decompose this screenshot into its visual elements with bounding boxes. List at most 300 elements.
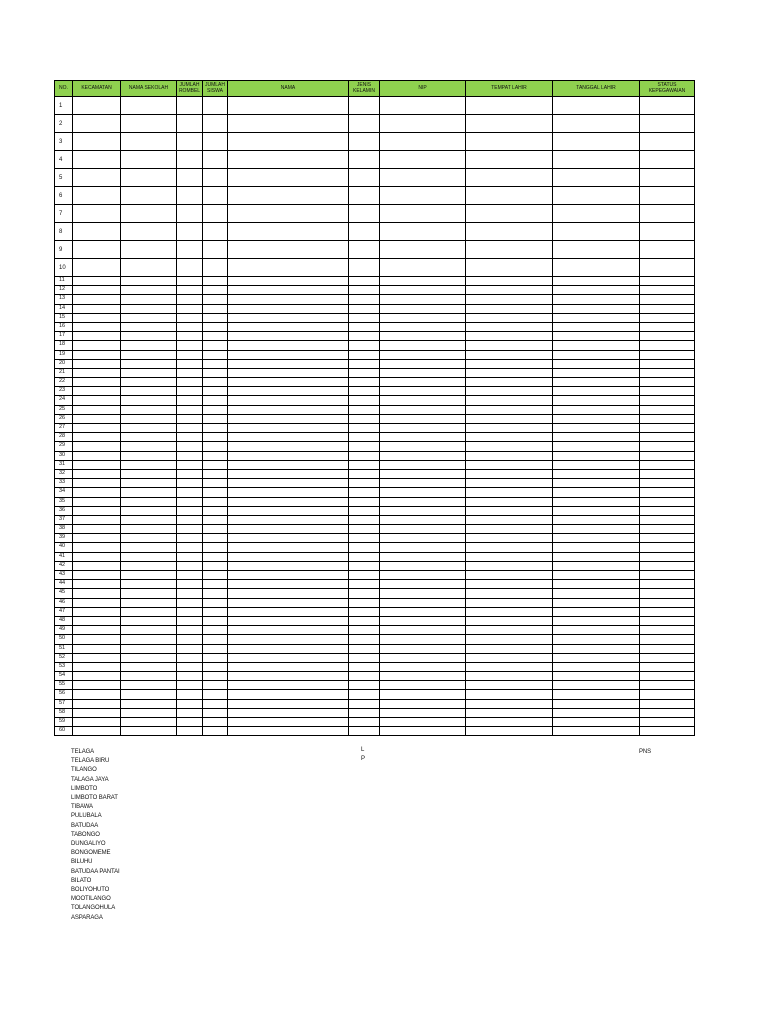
cell-status-kepegawaian[interactable]: [640, 515, 695, 524]
cell-jenis-kelamin[interactable]: [349, 662, 380, 671]
cell-jenis-kelamin[interactable]: [349, 552, 380, 561]
cell-status-kepegawaian[interactable]: [640, 368, 695, 377]
cell-jumlah-rombel[interactable]: [177, 460, 203, 469]
cell-status-kepegawaian[interactable]: [640, 442, 695, 451]
cell-nip[interactable]: [380, 350, 466, 359]
cell-nama-sekolah[interactable]: [121, 396, 177, 405]
cell-jumlah-rombel[interactable]: [177, 571, 203, 580]
cell-tempat-lahir[interactable]: [466, 313, 553, 322]
cell-tempat-lahir[interactable]: [466, 341, 553, 350]
cell-kecamatan[interactable]: [73, 295, 121, 304]
cell-jumlah-siswa[interactable]: [203, 332, 228, 341]
cell-nama[interactable]: [228, 543, 349, 552]
cell-nama-sekolah[interactable]: [121, 277, 177, 286]
cell-jumlah-siswa[interactable]: [203, 304, 228, 313]
cell-jenis-kelamin[interactable]: [349, 396, 380, 405]
cell-jenis-kelamin[interactable]: [349, 341, 380, 350]
cell-nama-sekolah[interactable]: [121, 115, 177, 133]
cell-jumlah-siswa[interactable]: [203, 534, 228, 543]
cell-nama-sekolah[interactable]: [121, 424, 177, 433]
cell-kecamatan[interactable]: [73, 187, 121, 205]
cell-kecamatan[interactable]: [73, 598, 121, 607]
cell-status-kepegawaian[interactable]: [640, 241, 695, 259]
cell-tanggal-lahir[interactable]: [553, 644, 640, 653]
cell-jenis-kelamin[interactable]: [349, 607, 380, 616]
cell-jumlah-siswa[interactable]: [203, 681, 228, 690]
cell-tanggal-lahir[interactable]: [553, 727, 640, 736]
cell-kecamatan[interactable]: [73, 460, 121, 469]
cell-tempat-lahir[interactable]: [466, 727, 553, 736]
cell-jumlah-siswa[interactable]: [203, 187, 228, 205]
cell-tempat-lahir[interactable]: [466, 589, 553, 598]
cell-nip[interactable]: [380, 359, 466, 368]
cell-tanggal-lahir[interactable]: [553, 690, 640, 699]
cell-tanggal-lahir[interactable]: [553, 414, 640, 423]
cell-nama-sekolah[interactable]: [121, 727, 177, 736]
cell-jumlah-siswa[interactable]: [203, 644, 228, 653]
cell-status-kepegawaian[interactable]: [640, 598, 695, 607]
cell-nama-sekolah[interactable]: [121, 460, 177, 469]
cell-nama-sekolah[interactable]: [121, 672, 177, 681]
cell-jumlah-rombel[interactable]: [177, 497, 203, 506]
cell-jumlah-siswa[interactable]: [203, 368, 228, 377]
cell-kecamatan[interactable]: [73, 653, 121, 662]
cell-jenis-kelamin[interactable]: [349, 277, 380, 286]
cell-nip[interactable]: [380, 708, 466, 717]
cell-jenis-kelamin[interactable]: [349, 295, 380, 304]
cell-tempat-lahir[interactable]: [466, 699, 553, 708]
cell-jenis-kelamin[interactable]: [349, 442, 380, 451]
cell-nama-sekolah[interactable]: [121, 433, 177, 442]
cell-jumlah-rombel[interactable]: [177, 580, 203, 589]
cell-status-kepegawaian[interactable]: [640, 561, 695, 570]
cell-kecamatan[interactable]: [73, 223, 121, 241]
cell-status-kepegawaian[interactable]: [640, 552, 695, 561]
cell-jumlah-siswa[interactable]: [203, 341, 228, 350]
cell-status-kepegawaian[interactable]: [640, 607, 695, 616]
cell-jenis-kelamin[interactable]: [349, 187, 380, 205]
cell-nip[interactable]: [380, 414, 466, 423]
cell-nama-sekolah[interactable]: [121, 322, 177, 331]
cell-nama-sekolah[interactable]: [121, 708, 177, 717]
cell-tempat-lahir[interactable]: [466, 497, 553, 506]
cell-nama-sekolah[interactable]: [121, 205, 177, 223]
cell-kecamatan[interactable]: [73, 488, 121, 497]
cell-jenis-kelamin[interactable]: [349, 727, 380, 736]
cell-nama-sekolah[interactable]: [121, 469, 177, 478]
cell-tempat-lahir[interactable]: [466, 169, 553, 187]
cell-tanggal-lahir[interactable]: [553, 424, 640, 433]
cell-jumlah-rombel[interactable]: [177, 169, 203, 187]
cell-nama-sekolah[interactable]: [121, 607, 177, 616]
cell-kecamatan[interactable]: [73, 424, 121, 433]
cell-tempat-lahir[interactable]: [466, 151, 553, 169]
cell-nama-sekolah[interactable]: [121, 598, 177, 607]
cell-nama[interactable]: [228, 561, 349, 570]
cell-jumlah-rombel[interactable]: [177, 433, 203, 442]
cell-kecamatan[interactable]: [73, 543, 121, 552]
cell-nama-sekolah[interactable]: [121, 653, 177, 662]
cell-tempat-lahir[interactable]: [466, 598, 553, 607]
cell-jenis-kelamin[interactable]: [349, 387, 380, 396]
cell-nama[interactable]: [228, 322, 349, 331]
cell-jumlah-siswa[interactable]: [203, 580, 228, 589]
cell-status-kepegawaian[interactable]: [640, 690, 695, 699]
cell-tanggal-lahir[interactable]: [553, 699, 640, 708]
cell-jumlah-rombel[interactable]: [177, 451, 203, 460]
cell-status-kepegawaian[interactable]: [640, 350, 695, 359]
cell-nama[interactable]: [228, 626, 349, 635]
cell-status-kepegawaian[interactable]: [640, 223, 695, 241]
cell-jumlah-siswa[interactable]: [203, 286, 228, 295]
cell-tempat-lahir[interactable]: [466, 681, 553, 690]
cell-jenis-kelamin[interactable]: [349, 151, 380, 169]
cell-tempat-lahir[interactable]: [466, 635, 553, 644]
cell-kecamatan[interactable]: [73, 699, 121, 708]
cell-nama-sekolah[interactable]: [121, 699, 177, 708]
cell-status-kepegawaian[interactable]: [640, 543, 695, 552]
cell-jumlah-rombel[interactable]: [177, 561, 203, 570]
cell-status-kepegawaian[interactable]: [640, 322, 695, 331]
cell-tempat-lahir[interactable]: [466, 133, 553, 151]
cell-jumlah-siswa[interactable]: [203, 653, 228, 662]
cell-jenis-kelamin[interactable]: [349, 653, 380, 662]
cell-tempat-lahir[interactable]: [466, 515, 553, 524]
cell-nip[interactable]: [380, 479, 466, 488]
cell-jumlah-rombel[interactable]: [177, 607, 203, 616]
cell-status-kepegawaian[interactable]: [640, 672, 695, 681]
cell-status-kepegawaian[interactable]: [640, 497, 695, 506]
cell-nip[interactable]: [380, 378, 466, 387]
cell-tempat-lahir[interactable]: [466, 396, 553, 405]
cell-nama-sekolah[interactable]: [121, 497, 177, 506]
cell-jumlah-rombel[interactable]: [177, 424, 203, 433]
cell-nip[interactable]: [380, 115, 466, 133]
cell-kecamatan[interactable]: [73, 368, 121, 377]
cell-tanggal-lahir[interactable]: [553, 368, 640, 377]
cell-status-kepegawaian[interactable]: [640, 277, 695, 286]
cell-tempat-lahir[interactable]: [466, 378, 553, 387]
cell-jumlah-siswa[interactable]: [203, 515, 228, 524]
cell-jumlah-rombel[interactable]: [177, 205, 203, 223]
cell-jumlah-siswa[interactable]: [203, 451, 228, 460]
cell-jumlah-siswa[interactable]: [203, 277, 228, 286]
cell-nama-sekolah[interactable]: [121, 662, 177, 671]
cell-jenis-kelamin[interactable]: [349, 259, 380, 277]
cell-nama-sekolah[interactable]: [121, 295, 177, 304]
cell-tanggal-lahir[interactable]: [553, 286, 640, 295]
cell-jumlah-rombel[interactable]: [177, 322, 203, 331]
cell-nama[interactable]: [228, 708, 349, 717]
cell-nama[interactable]: [228, 534, 349, 543]
cell-nama[interactable]: [228, 341, 349, 350]
cell-nama[interactable]: [228, 405, 349, 414]
cell-jumlah-siswa[interactable]: [203, 241, 228, 259]
cell-jumlah-siswa[interactable]: [203, 479, 228, 488]
cell-jenis-kelamin[interactable]: [349, 378, 380, 387]
cell-jumlah-rombel[interactable]: [177, 598, 203, 607]
cell-jumlah-siswa[interactable]: [203, 525, 228, 534]
cell-jenis-kelamin[interactable]: [349, 616, 380, 625]
cell-nip[interactable]: [380, 644, 466, 653]
cell-jumlah-siswa[interactable]: [203, 205, 228, 223]
cell-nip[interactable]: [380, 433, 466, 442]
cell-tempat-lahir[interactable]: [466, 552, 553, 561]
cell-status-kepegawaian[interactable]: [640, 635, 695, 644]
cell-jumlah-siswa[interactable]: [203, 616, 228, 625]
cell-nama-sekolah[interactable]: [121, 442, 177, 451]
cell-nama[interactable]: [228, 396, 349, 405]
cell-tanggal-lahir[interactable]: [553, 405, 640, 414]
cell-nip[interactable]: [380, 543, 466, 552]
cell-nama-sekolah[interactable]: [121, 644, 177, 653]
cell-jenis-kelamin[interactable]: [349, 644, 380, 653]
cell-tanggal-lahir[interactable]: [553, 460, 640, 469]
cell-nama-sekolah[interactable]: [121, 387, 177, 396]
cell-nip[interactable]: [380, 295, 466, 304]
cell-jumlah-rombel[interactable]: [177, 534, 203, 543]
cell-tanggal-lahir[interactable]: [553, 387, 640, 396]
cell-tanggal-lahir[interactable]: [553, 681, 640, 690]
cell-tempat-lahir[interactable]: [466, 543, 553, 552]
cell-status-kepegawaian[interactable]: [640, 295, 695, 304]
cell-tempat-lahir[interactable]: [466, 97, 553, 115]
cell-jumlah-siswa[interactable]: [203, 313, 228, 322]
cell-kecamatan[interactable]: [73, 341, 121, 350]
cell-nama-sekolah[interactable]: [121, 552, 177, 561]
cell-tempat-lahir[interactable]: [466, 451, 553, 460]
cell-tanggal-lahir[interactable]: [553, 313, 640, 322]
cell-jumlah-siswa[interactable]: [203, 442, 228, 451]
cell-kecamatan[interactable]: [73, 589, 121, 598]
cell-nama-sekolah[interactable]: [121, 451, 177, 460]
cell-nip[interactable]: [380, 580, 466, 589]
cell-jumlah-rombel[interactable]: [177, 525, 203, 534]
cell-nama[interactable]: [228, 718, 349, 727]
cell-status-kepegawaian[interactable]: [640, 580, 695, 589]
cell-tempat-lahir[interactable]: [466, 405, 553, 414]
cell-jumlah-siswa[interactable]: [203, 718, 228, 727]
cell-status-kepegawaian[interactable]: [640, 424, 695, 433]
cell-nama[interactable]: [228, 644, 349, 653]
cell-nama[interactable]: [228, 451, 349, 460]
cell-nama-sekolah[interactable]: [121, 525, 177, 534]
cell-status-kepegawaian[interactable]: [640, 286, 695, 295]
cell-tempat-lahir[interactable]: [466, 223, 553, 241]
cell-jumlah-rombel[interactable]: [177, 616, 203, 625]
cell-nip[interactable]: [380, 497, 466, 506]
cell-jumlah-rombel[interactable]: [177, 690, 203, 699]
cell-jenis-kelamin[interactable]: [349, 414, 380, 423]
cell-kecamatan[interactable]: [73, 151, 121, 169]
cell-jumlah-siswa[interactable]: [203, 497, 228, 506]
cell-jumlah-siswa[interactable]: [203, 506, 228, 515]
cell-nama[interactable]: [228, 635, 349, 644]
cell-nama[interactable]: [228, 259, 349, 277]
cell-jenis-kelamin[interactable]: [349, 133, 380, 151]
cell-tanggal-lahir[interactable]: [553, 497, 640, 506]
cell-jumlah-rombel[interactable]: [177, 359, 203, 368]
cell-nama[interactable]: [228, 286, 349, 295]
cell-nip[interactable]: [380, 424, 466, 433]
cell-jumlah-siswa[interactable]: [203, 396, 228, 405]
cell-nip[interactable]: [380, 506, 466, 515]
cell-jumlah-rombel[interactable]: [177, 223, 203, 241]
cell-jumlah-siswa[interactable]: [203, 169, 228, 187]
cell-nama[interactable]: [228, 488, 349, 497]
cell-jenis-kelamin[interactable]: [349, 699, 380, 708]
cell-jenis-kelamin[interactable]: [349, 332, 380, 341]
cell-tanggal-lahir[interactable]: [553, 626, 640, 635]
cell-tempat-lahir[interactable]: [466, 387, 553, 396]
cell-nama[interactable]: [228, 727, 349, 736]
cell-jenis-kelamin[interactable]: [349, 223, 380, 241]
cell-nama[interactable]: [228, 681, 349, 690]
cell-jumlah-rombel[interactable]: [177, 396, 203, 405]
cell-nip[interactable]: [380, 187, 466, 205]
cell-tempat-lahir[interactable]: [466, 332, 553, 341]
cell-tanggal-lahir[interactable]: [553, 571, 640, 580]
cell-kecamatan[interactable]: [73, 479, 121, 488]
cell-tempat-lahir[interactable]: [466, 115, 553, 133]
cell-jumlah-rombel[interactable]: [177, 469, 203, 478]
cell-jumlah-siswa[interactable]: [203, 405, 228, 414]
cell-status-kepegawaian[interactable]: [640, 396, 695, 405]
cell-kecamatan[interactable]: [73, 396, 121, 405]
cell-nip[interactable]: [380, 607, 466, 616]
cell-jumlah-siswa[interactable]: [203, 259, 228, 277]
cell-nip[interactable]: [380, 133, 466, 151]
cell-nama[interactable]: [228, 653, 349, 662]
cell-nip[interactable]: [380, 469, 466, 478]
cell-nama-sekolah[interactable]: [121, 169, 177, 187]
cell-jumlah-siswa[interactable]: [203, 690, 228, 699]
cell-nip[interactable]: [380, 699, 466, 708]
cell-jumlah-siswa[interactable]: [203, 672, 228, 681]
cell-status-kepegawaian[interactable]: [640, 341, 695, 350]
cell-tempat-lahir[interactable]: [466, 607, 553, 616]
cell-jumlah-siswa[interactable]: [203, 727, 228, 736]
cell-nama[interactable]: [228, 187, 349, 205]
cell-tanggal-lahir[interactable]: [553, 359, 640, 368]
cell-jumlah-rombel[interactable]: [177, 653, 203, 662]
cell-kecamatan[interactable]: [73, 616, 121, 625]
cell-tanggal-lahir[interactable]: [553, 552, 640, 561]
cell-jumlah-rombel[interactable]: [177, 350, 203, 359]
cell-kecamatan[interactable]: [73, 672, 121, 681]
cell-nama-sekolah[interactable]: [121, 635, 177, 644]
cell-jenis-kelamin[interactable]: [349, 635, 380, 644]
cell-tanggal-lahir[interactable]: [553, 515, 640, 524]
cell-jumlah-rombel[interactable]: [177, 479, 203, 488]
cell-tempat-lahir[interactable]: [466, 580, 553, 589]
cell-nama[interactable]: [228, 690, 349, 699]
cell-jenis-kelamin[interactable]: [349, 479, 380, 488]
cell-nama[interactable]: [228, 133, 349, 151]
cell-nip[interactable]: [380, 598, 466, 607]
cell-jumlah-siswa[interactable]: [203, 626, 228, 635]
cell-jenis-kelamin[interactable]: [349, 543, 380, 552]
cell-tanggal-lahir[interactable]: [553, 97, 640, 115]
cell-kecamatan[interactable]: [73, 552, 121, 561]
cell-jumlah-rombel[interactable]: [177, 304, 203, 313]
cell-status-kepegawaian[interactable]: [640, 332, 695, 341]
cell-jenis-kelamin[interactable]: [349, 506, 380, 515]
cell-jenis-kelamin[interactable]: [349, 708, 380, 717]
cell-tempat-lahir[interactable]: [466, 424, 553, 433]
cell-nama-sekolah[interactable]: [121, 97, 177, 115]
cell-kecamatan[interactable]: [73, 414, 121, 423]
cell-jumlah-rombel[interactable]: [177, 241, 203, 259]
cell-jenis-kelamin[interactable]: [349, 626, 380, 635]
cell-kecamatan[interactable]: [73, 350, 121, 359]
cell-tanggal-lahir[interactable]: [553, 350, 640, 359]
cell-nama[interactable]: [228, 469, 349, 478]
cell-nama[interactable]: [228, 607, 349, 616]
cell-nip[interactable]: [380, 460, 466, 469]
cell-tanggal-lahir[interactable]: [553, 589, 640, 598]
cell-kecamatan[interactable]: [73, 286, 121, 295]
cell-tanggal-lahir[interactable]: [553, 708, 640, 717]
cell-status-kepegawaian[interactable]: [640, 662, 695, 671]
cell-status-kepegawaian[interactable]: [640, 115, 695, 133]
cell-kecamatan[interactable]: [73, 322, 121, 331]
cell-status-kepegawaian[interactable]: [640, 699, 695, 708]
cell-jumlah-siswa[interactable]: [203, 571, 228, 580]
cell-jenis-kelamin[interactable]: [349, 115, 380, 133]
cell-jumlah-siswa[interactable]: [203, 699, 228, 708]
cell-nama[interactable]: [228, 151, 349, 169]
cell-nip[interactable]: [380, 672, 466, 681]
cell-nama-sekolah[interactable]: [121, 405, 177, 414]
cell-jenis-kelamin[interactable]: [349, 304, 380, 313]
cell-nama[interactable]: [228, 169, 349, 187]
cell-tempat-lahir[interactable]: [466, 561, 553, 570]
cell-kecamatan[interactable]: [73, 681, 121, 690]
cell-tanggal-lahir[interactable]: [553, 304, 640, 313]
cell-status-kepegawaian[interactable]: [640, 387, 695, 396]
cell-jumlah-siswa[interactable]: [203, 133, 228, 151]
cell-nip[interactable]: [380, 205, 466, 223]
cell-nip[interactable]: [380, 626, 466, 635]
cell-jumlah-rombel[interactable]: [177, 708, 203, 717]
cell-jumlah-rombel[interactable]: [177, 295, 203, 304]
cell-jumlah-siswa[interactable]: [203, 469, 228, 478]
cell-nama[interactable]: [228, 506, 349, 515]
cell-status-kepegawaian[interactable]: [640, 469, 695, 478]
cell-nama-sekolah[interactable]: [121, 368, 177, 377]
cell-jenis-kelamin[interactable]: [349, 286, 380, 295]
cell-jenis-kelamin[interactable]: [349, 469, 380, 478]
cell-nip[interactable]: [380, 653, 466, 662]
cell-jumlah-rombel[interactable]: [177, 506, 203, 515]
cell-tempat-lahir[interactable]: [466, 241, 553, 259]
cell-jumlah-siswa[interactable]: [203, 295, 228, 304]
cell-tanggal-lahir[interactable]: [553, 718, 640, 727]
cell-jumlah-rombel[interactable]: [177, 378, 203, 387]
cell-jumlah-siswa[interactable]: [203, 387, 228, 396]
cell-tanggal-lahir[interactable]: [553, 259, 640, 277]
cell-nama-sekolah[interactable]: [121, 259, 177, 277]
cell-nama[interactable]: [228, 424, 349, 433]
cell-nip[interactable]: [380, 534, 466, 543]
cell-nama-sekolah[interactable]: [121, 313, 177, 322]
cell-nama-sekolah[interactable]: [121, 681, 177, 690]
cell-nama-sekolah[interactable]: [121, 506, 177, 515]
cell-jumlah-siswa[interactable]: [203, 598, 228, 607]
cell-jumlah-rombel[interactable]: [177, 681, 203, 690]
cell-jenis-kelamin[interactable]: [349, 460, 380, 469]
